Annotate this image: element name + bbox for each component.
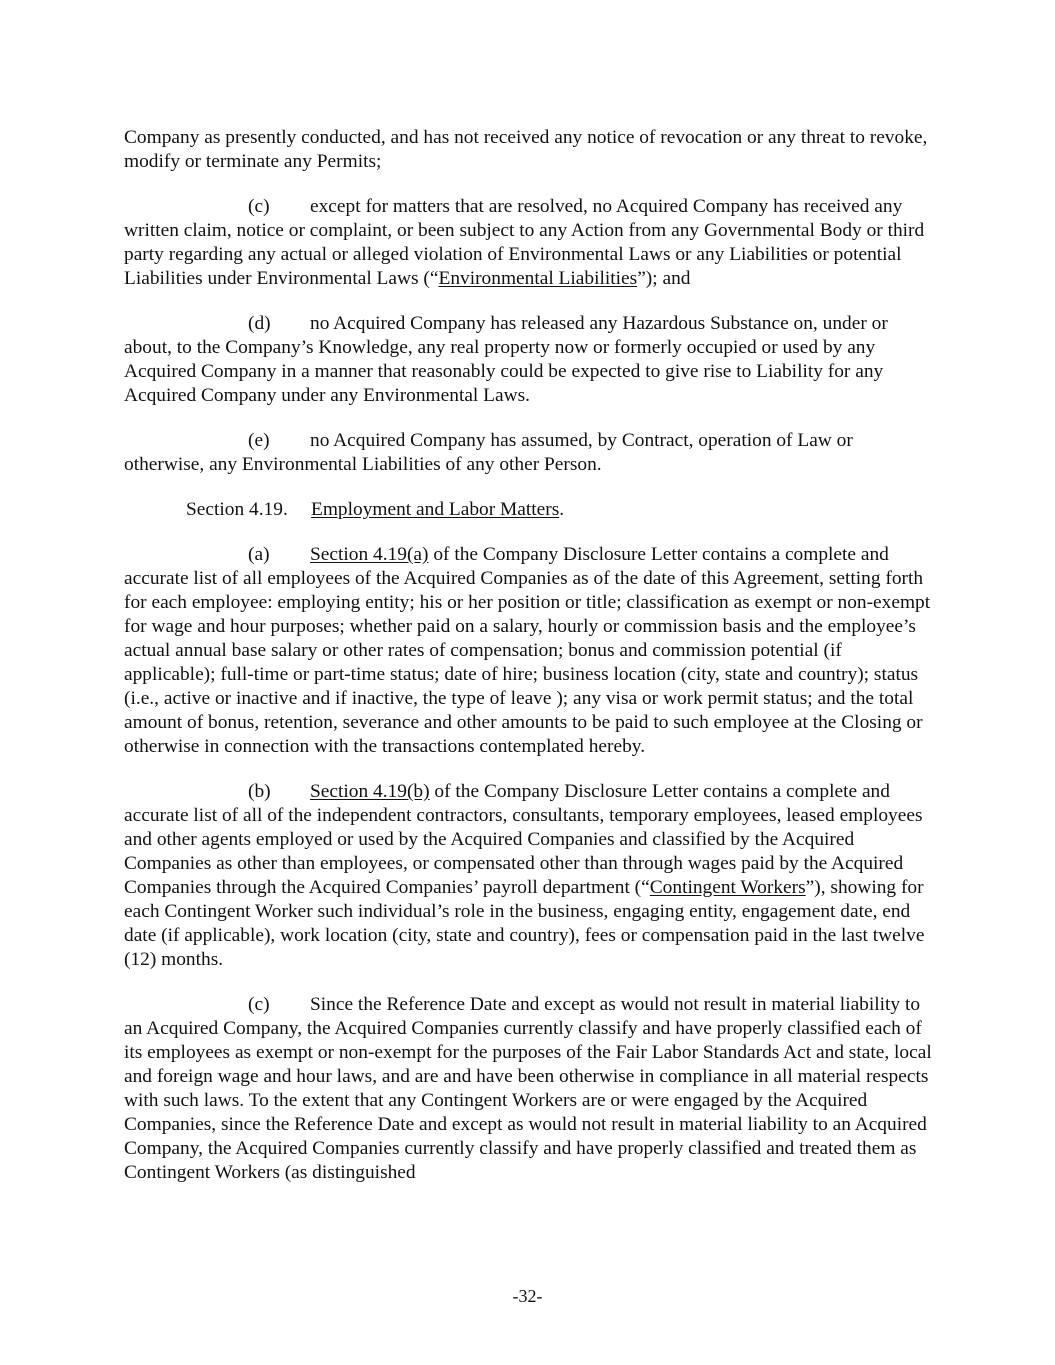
section-title-period: . (559, 499, 565, 520)
item-label-c: (c) (248, 196, 270, 217)
item-e-text: no Acquired Company has assumed, by Contract, operation of Law or otherwise, any Environmental Liabilities of any other Person. (124, 430, 853, 475)
paragraph-subitem-b (124, 780, 932, 972)
defined-term-environmental-liabilities: Environmental Liabilities (438, 268, 638, 289)
document-page (124, 126, 932, 1206)
section-ref-4-19-a: Section 4.19(a) (310, 544, 429, 565)
paragraph-subitem-a (124, 543, 932, 759)
subitem-c-text: Since the Reference Date and except as would not result in material liability to an Acquired Company, the Acquired Companies currently classify and have properly classified each of its employees as exempt or non-exempt for the purposes of the Fair Labor Standards Act and state, local and foreign wage and hour laws, and are and have been otherwise in compliance in all material respects with such laws. To the extent that any Contingent Workers are or were engaged by the Acquired Companies, since the Reference Date and except as would not result in material liability to an Acquired Company, the Acquired Companies currently classify and have properly classified and treated them as Contingent Workers (as distinguished (124, 994, 932, 1183)
paragraph-subitem-c (124, 993, 932, 1185)
paragraph-item-c (124, 195, 932, 291)
paragraph-item-e (124, 429, 932, 477)
section-heading (124, 498, 932, 522)
item-d-text: no Acquired Company has released any Hazardous Substance on, under or about, to the Company’s Knowledge, any real property now or formerly occupied or used by any Acquired Company in a manner that reasonably could be expected to give rise to Liability for any Acquired Company under any Environmental Laws. (124, 313, 888, 406)
section-title: Employment and Labor Matters (311, 499, 560, 520)
section-number: Section 4.19. (186, 499, 288, 520)
subitem-b-text-after: ”), showing for each Contingent Worker such individual’s role in the business, engaging entity, engagement date, end date (if applicable), work location (city, state and country), fees or compensation paid in the last twelve (12) months. (124, 877, 925, 970)
subitem-label-a: (a) (248, 544, 270, 565)
paragraph-item-d (124, 312, 932, 408)
item-c-text-before: except for matters that are resolved, no Acquired Company has received any written claim, notice or complaint, or been subject to any Action from any Governmental Body or third party regarding any actual or alleged violation of Environmental Laws or any Liabilities or potential Liabilities under Environmental Laws (“ (124, 196, 925, 289)
paragraph-continuation: Company as presently conducted, and has not received any notice of revocation or any threat to revoke, modify or terminate any Permits; (124, 127, 928, 172)
subitem-b-text-before: of the Company Disclosure Letter contains a complete and accurate list of all of the independent contractors, consultants, temporary employees, leased employees and other agents employed or used by the Acquired Companies and classified by the Acquired Companies as other than employees, or compensated other than through wages paid by the Acquired Companies through the Acquired Companies’ payroll department (“ (124, 781, 923, 898)
item-label-d: (d) (248, 313, 271, 334)
item-c-text-after: ”); and (637, 268, 691, 289)
subitem-a-text: of the Company Disclosure Letter contains a complete and accurate list of all employees of the Acquired Companies as of the date of this Agreement, setting forth for each employee: employing entity; his or her position or title; classification as exempt or non-exempt for wage and hour purposes; whether paid on a salary, hourly or commission basis and the employee’s actual annual base salary or other rates of compensation; bonus and commission potential (if applicable); full-time or part-time status; date of hire; business location (city, state and country); status (i.e., active or inactive and if inactive, the type of leave ); any visa or work permit status; and the total amount of bonus, retention, severance and other amounts to be paid to such employee at the Closing or otherwise in connection with the transactions contemplated hereby. (124, 544, 931, 757)
page-number: -32- (512, 1286, 543, 1306)
item-label-e: (e) (248, 430, 270, 451)
subitem-label-c: (c) (248, 994, 270, 1015)
section-ref-4-19-b: Section 4.19(b) (310, 781, 430, 802)
defined-term-contingent-workers: Contingent Workers (649, 877, 806, 898)
subitem-label-b: (b) (248, 781, 271, 802)
